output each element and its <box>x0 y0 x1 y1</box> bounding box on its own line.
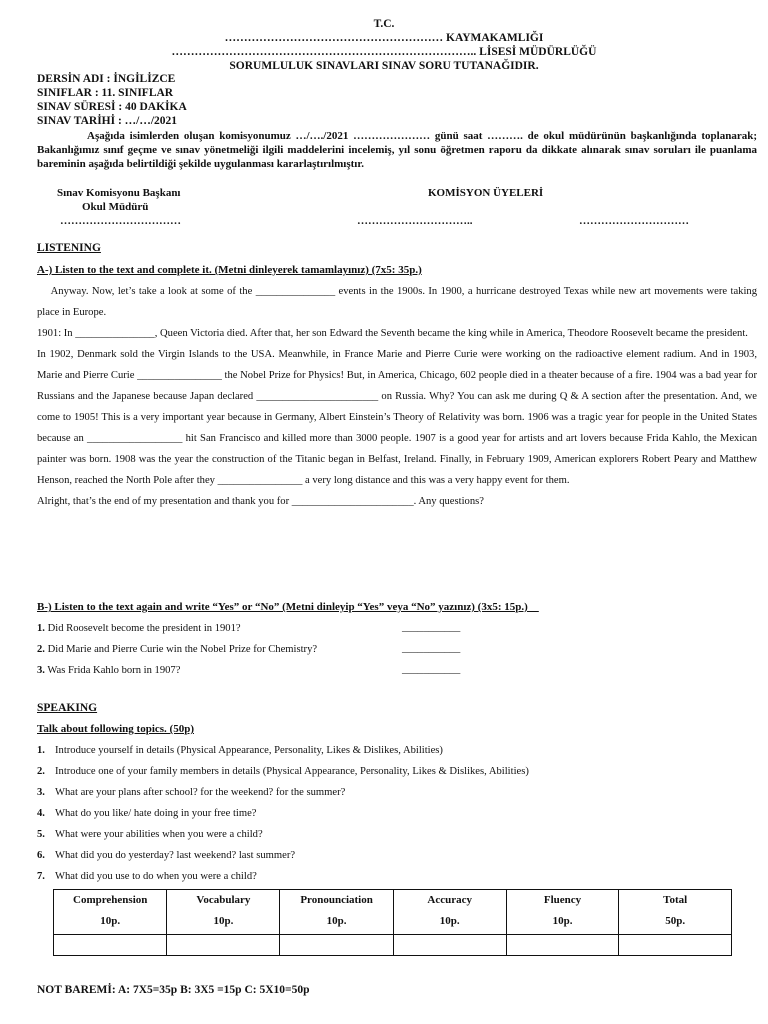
score-cell[interactable] <box>167 935 280 956</box>
header-tc: T.C. <box>373 18 395 30</box>
yes-no-question <box>37 664 180 678</box>
topic-text: What did you do yesterday? last weekend? last summer? <box>55 850 296 861</box>
topic-number: 6. <box>37 850 45 861</box>
grading-cell <box>393 890 506 935</box>
speaking-instruction: Talk about following topics. (50p) <box>37 723 194 735</box>
members-title: KOMİSYON ÜYELERİ <box>428 187 544 199</box>
speaking-topic <box>37 807 257 821</box>
speaking-topic <box>37 744 443 758</box>
topic-number: 3. <box>37 787 45 798</box>
score-cell[interactable] <box>54 935 167 956</box>
criterion-points: 10p. <box>439 915 460 927</box>
topic-number: 7. <box>37 871 45 882</box>
yes-no-question <box>37 622 241 636</box>
topic-text: What are your plans after school? for the weekend? for the summer? <box>55 787 346 798</box>
signature-line-3: ………………………… <box>579 215 689 227</box>
criterion-label: Accuracy <box>427 894 472 906</box>
part-b-instruction: B-) Listen to the text again and write “Yes” or “No” (Metni dinleyip “Yes” veya “No” yazınız) (3x5: 15p.) <box>37 601 539 613</box>
meta-date: SINAV TARİHİ : …/…/2021 <box>37 115 178 127</box>
header-kaymakamlik: ………………………………………………… KAYMAKAMLIĞI <box>224 32 544 44</box>
criterion-points: 10p. <box>326 915 347 927</box>
grading-cell <box>167 890 280 935</box>
yes-no-question <box>37 643 317 657</box>
grading-cell <box>280 890 393 935</box>
criterion-points: 10p. <box>213 915 234 927</box>
speaking-topic <box>37 849 295 863</box>
answer-blank[interactable]: ___________ <box>402 643 461 654</box>
question-number: 2. <box>37 644 45 655</box>
signature-line-1: …………………………… <box>60 215 181 227</box>
criterion-points: 50p. <box>665 915 686 927</box>
speaking-topic <box>37 765 529 779</box>
grading-header-row <box>54 890 732 935</box>
chair-role: Okul Müdürü <box>82 201 149 213</box>
speaking-topic <box>37 786 345 800</box>
listening-paragraph: Anyway. Now, let’s take a look at some of the _______________ events in the 1900s. In 1900, a hurricane destroyed Texas while new art movements were taking place in Europe. <box>37 286 760 318</box>
score-cell[interactable] <box>619 935 732 956</box>
answer-blank[interactable]: ___________ <box>402 622 461 633</box>
answer-blank[interactable]: ___________ <box>402 664 461 675</box>
score-cell[interactable] <box>506 935 619 956</box>
topic-number: 2. <box>37 766 45 777</box>
topic-number: 5. <box>37 829 45 840</box>
listening-paragraph: 1901: In _______________, Queen Victoria died. After that, her son Edward the Seventh became the king while in America, Theodore Roosevelt became the president. <box>37 328 748 339</box>
criterion-label: Pronounciation <box>300 894 373 906</box>
grading-table <box>53 889 732 956</box>
criterion-label: Fluency <box>543 894 582 906</box>
question-text: Did Roosevelt become the president in 1901? <box>44 623 241 634</box>
question-text: Was Frida Kahlo born in 1907? <box>44 665 181 676</box>
criterion-points: 10p. <box>100 915 121 927</box>
criterion-label: Vocabulary <box>196 894 251 906</box>
listening-text <box>37 281 760 512</box>
commission-statement-text: Aşağıda isimlerden oluşan komisyonumuz …/…./2021 ………………… günü saat ………. de okul müdürünün başkanlığında toplanarak; Bakanlığımız sınıf geçme ve sınav yönetmeliği ilgili maddelerini incelemiş, yıl sonu öğretmen raporu da dikkate alınarak sınav soruları ile puanlama bareminin aşağıda belirtildiği şekilde uygulanması kararlaştırılmıştır. <box>37 130 757 170</box>
meta-classes: SINIFLAR : 11. SINIFLAR <box>37 87 174 99</box>
score-cell[interactable] <box>280 935 393 956</box>
listening-paragraph: Alright, that’s the end of my presentation and thank you for _______________________. Any questions? <box>37 496 484 507</box>
criterion-label: Total <box>663 894 688 906</box>
topic-text: What did you use to do when you were a child? <box>55 871 257 882</box>
speaking-topic <box>37 828 263 842</box>
part-a-instruction: A-) Listen to the text and complete it. (Metni dinleyerek tamamlayınız) (7x5: 35p.) <box>37 264 422 276</box>
speaking-title: SPEAKING <box>37 702 98 714</box>
criterion-points: 10p. <box>552 915 573 927</box>
grading-scheme: NOT BAREMİ: A: 7X5=35p B: 3X5 =15p C: 5X10=50p <box>37 984 310 996</box>
topic-text: What were your abilities when you were a child? <box>55 829 263 840</box>
commission-statement <box>37 129 757 171</box>
topic-text: Introduce one of your family members in details (Physical Appearance, Personality, Likes & Dislikes, Abilities) <box>55 766 529 777</box>
topic-text: Introduce yourself in details (Physical Appearance, Personality, Likes & Dislikes, Abilities) <box>55 745 443 756</box>
question-number: 3. <box>37 665 45 676</box>
score-cell[interactable] <box>393 935 506 956</box>
question-number: 1. <box>37 623 45 634</box>
topic-number: 4. <box>37 808 45 819</box>
meta-duration: SINAV SÜRESİ : 40 DAKİKA <box>37 101 187 113</box>
header-lise: …………………………………………………………………….. LİSESİ MÜDÜRLÜĞÜ <box>171 46 597 58</box>
grading-score-row <box>54 935 732 956</box>
meta-course: DERSİN ADI : İNGİLİZCE <box>37 73 176 85</box>
listening-paragraph: In 1902, Denmark sold the Virgin Islands to the USA. Meanwhile, in France Marie and Pierre Curie were working on the radioactive element radium. And in 1903, Marie and Pierre Curie ________________ the Nobel Prize for Physics! But, in America, Chicago, 602 people died in a theater because of a fire. 1904 was a bad year for Russians and the Japanese because Japan declared _______________________ on Russia. Why? You can ask me during Q & A section after the presentation. And, we come to 1905! This is a very important year because in Germany, Albert Einstein’s Theory of Relativity was born. 1906 was a tragic year for people in the United States because an __________________ hit San Francisco and killed more than 3000 people. 1907 is a good year for artists and art lovers because Frida Kahlo, the Mexican painter was born. 1908 was the year the construction of the Titanic began in Belfast, Ireland. Finally, in February 1909, American explorers Robert Peary and Matthew Henson, reached the North Pole after they ________________ a very long distance and this was a very happy event for them. <box>37 349 757 486</box>
grading-cell <box>506 890 619 935</box>
criterion-label: Comprehension <box>73 894 148 906</box>
grading-cell <box>619 890 732 935</box>
grading-cell <box>54 890 167 935</box>
topic-number: 1. <box>37 745 45 756</box>
listening-title: LISTENING <box>37 242 101 254</box>
question-text: Did Marie and Pierre Curie win the Nobel Prize for Chemistry? <box>44 644 318 655</box>
chair-title: Sınav Komisyonu Başkanı <box>57 187 181 199</box>
topic-text: What do you like/ hate doing in your free time? <box>55 808 257 819</box>
speaking-topic <box>37 870 257 884</box>
header-document-title: SORUMLULUK SINAVLARI SINAV SORU TUTANAĞIDIR. <box>229 60 539 72</box>
signature-line-2: ………………………….. <box>357 215 473 227</box>
